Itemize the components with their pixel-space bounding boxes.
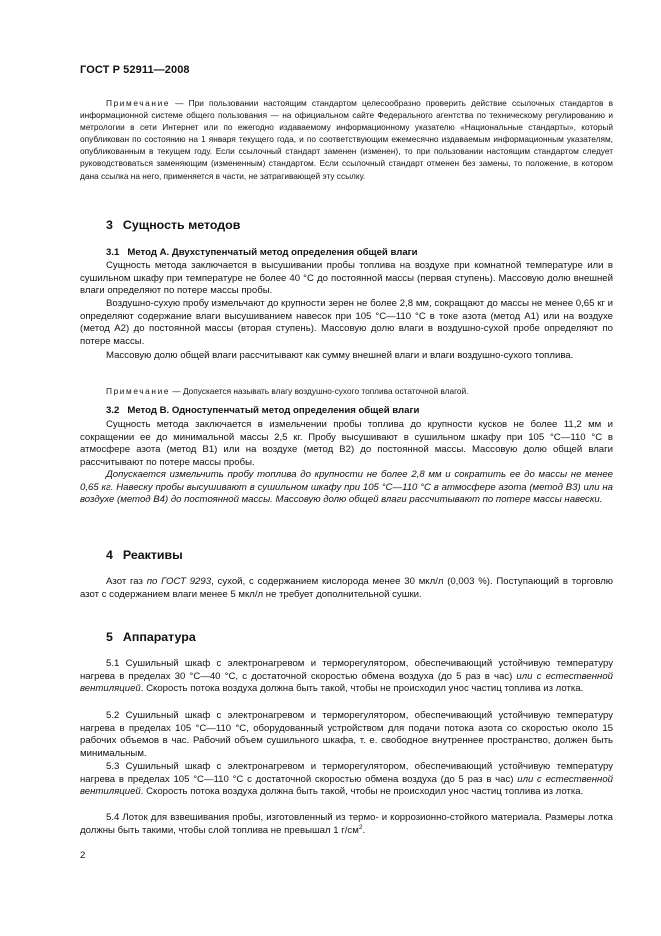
paragraph: Массовую долю общей влаги рассчитывают как сумму внешней влаги и влаги воздушно-сухого топлива. <box>106 350 574 361</box>
page-number: 2 <box>80 850 86 861</box>
text-run: . Скорость потока воздуха должна быть такой, чтобы не происходил унос частиц топлива из лотка. <box>140 683 584 695</box>
text-run: , сухой, с содержанием кислорода менее 30 мкл/л (0,003 %). Поступающий в торговлю азот с содержанием влаги менее 5 мкл/л не требует дополнительной сушки. <box>80 576 613 600</box>
section-number: 3 <box>106 218 113 232</box>
paragraph: Сущность метода заключается в измельчении пробы топлива до крупности кусков не более 11,2 мм и сокращении ее до минимальной массы 2,5 кг. Пробу высушивают в сушильном шкафу при 105 °С—110 °С в атмосфере азота (метод В1) или на воздухе (метод В2) до постоянной массы. Массовую долю общей влаги рассчитывают по потере массы пробы. <box>80 419 613 468</box>
list-item: 5.2 Сушильный шкаф с электронагревом и терморегулятором, обеспечивающий устойчивую температуру нагрева в пределах 105 °С—110 °С, оборудованный устройством для подачи потока азота со скоростью около 15 рабочих объемов в час. Рабочий объем сушильного шкафа, т. е. свободное внутреннее пространство, должен быть минимальным. <box>80 710 613 759</box>
superscript: 2 <box>358 823 363 831</box>
section-3-heading <box>106 218 240 232</box>
paragraph: Сущность метода заключается в высушивании пробы топлива на воздухе при комнатной температуре или в сушильном шкафу при температуре не более 40 °С до постоянной массы (первая ступень). Массовую долю внешней влаги определяют по потере массы пробы. <box>80 260 613 297</box>
subsection-number: 3.2 <box>106 405 120 416</box>
note-text: — При пользовании настоящим стандартом целесообразно проверить действие ссылочных стандартов в информационной системе общего пользования — на официальном сайте Федерального агентства по техническому регулированию и метрологии в сети Интернет или по ежегодно издаваемому информационному указателю «Национальные стандарты», который опубликован по состоянию на 1 января текущего года, и по соответствующим ежемесячно издаваемым информационным указателям, опубликованным в текущем году. Если ссылочный стандарт заменен (изменен), то при пользовании настоящим стандартом следует руководствоваться заменяющим (измененным) стандартом. Если ссылочный стандарт отменен без замены, то положение, в котором дана ссылка на него, применяется в части, не затрагивающей эту ссылку. <box>80 98 613 181</box>
text-run-italic: или с естественной вентиляцией <box>80 670 613 695</box>
section-number: 5 <box>106 630 113 644</box>
text-run: 5.4 Лоток для взвешивания пробы, изготовленный из термо- и коррозионно-стойкого материала. Размеры лотка должны быть такими, чтобы слой топлива не превышал 1 г/см <box>80 812 613 836</box>
section-number: 4 <box>106 548 113 562</box>
text-run: . <box>362 824 366 836</box>
document-header: ГОСТ Р 52911—2008 <box>80 64 190 76</box>
list-item <box>80 761 613 799</box>
text-run-italic: или с естественной вентиляцией <box>80 773 613 798</box>
note-text: — Допускается называть влагу воздушно-сухого топлива остаточной влагой. <box>170 386 469 396</box>
text-run: . Скорость потока воздуха должна быть такой, чтобы не происходил унос частиц топлива из лотка. <box>140 786 584 798</box>
section-title: Реактивы <box>122 548 183 562</box>
subsection-number: 3.1 <box>106 247 120 258</box>
paragraph <box>80 576 613 601</box>
subsection-3-2-heading <box>106 405 419 416</box>
subsection-3-1-heading <box>106 247 418 258</box>
note-label: Примечание <box>106 98 171 108</box>
section-title: Аппаратура <box>122 630 196 644</box>
subsection-title: Метод В. Одноступенчатый метод определения общей влаги <box>127 405 420 416</box>
paragraph: Воздушно-сухую пробу измельчают до крупности зерен не более 2,8 мм, сокращают до массы не менее 0,65 кг и определяют содержание влаги высушиванием навесок при 105 °С—110 °С в токе азота (метод А1) или на воздухе (метод А2) до постоянной массы (вторая ступень). Массовую долю влаги в воздушно-сухой пробе определяют по потере массы. <box>80 298 613 347</box>
reference-note <box>80 97 613 182</box>
text-run: Азот газ <box>106 576 147 587</box>
section-5-heading <box>106 630 196 644</box>
section-title: Сущность методов <box>122 218 241 232</box>
subsection-title: Метод А. Двухступенчатый метод определения общей влаги <box>127 247 418 258</box>
list-item <box>80 658 613 696</box>
paragraph-italic: Допускается измельчить пробу топлива до крупности не более 2,8 мм и сократить ее до массы не менее 0,65 кг. Навеску пробы высушивают в сушильном шкафу при 105 °С—110 °С в атмосфере азота (метод В3) или на воздухе (метод В4) до постоянной массы. Массовую долю общей влаги рассчитывают по потере массы навески. <box>80 469 613 506</box>
note-label: Примечание <box>106 386 171 396</box>
standard-reference: по ГОСТ 9293 <box>146 576 212 587</box>
text-run: 5.1 Сушильный шкаф с электронагревом и терморегулятором, обеспечивающий устойчивую температуру нагрева в пределах 30 °С—40 °С, с достаточной скоростью обмена воздуха (до 5 раз в час) <box>80 658 613 682</box>
section-4-heading <box>106 548 183 562</box>
list-item <box>80 812 613 837</box>
residual-moisture-note <box>80 385 613 397</box>
text-run: 5.3 Сушильный шкаф с электронагревом и терморегулятором, обеспечивающий устойчивую температуру нагрева в пределах 105 °С—110 °С с достаточной скоростью обмена воздуха (до 5 раз в час) <box>80 761 613 785</box>
